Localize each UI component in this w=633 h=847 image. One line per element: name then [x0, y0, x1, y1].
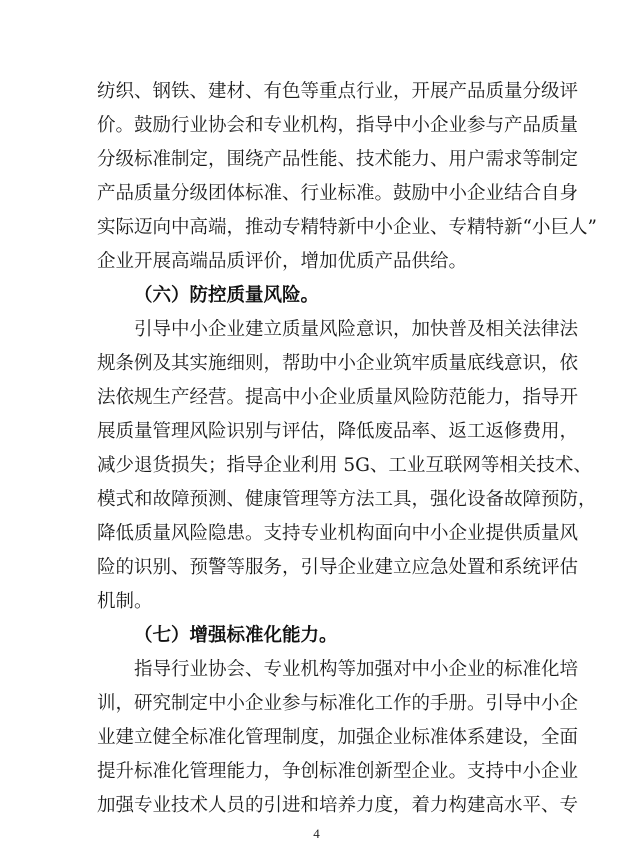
paragraph-line: 规条例及其实施细则，帮助中小企业筑牢质量底线意识，依 [97, 353, 579, 374]
section-heading-6: （六）防控质量风险。 [134, 285, 320, 306]
paragraph-line: 价。鼓励行业协会和专业机构，指导中小企业参与产品质量 [97, 115, 579, 136]
paragraph-line: 纺织、钢铁、建材、有色等重点行业，开展产品质量分级评 [97, 81, 579, 102]
paragraph-line: 提升标准化管理能力，争创标准创新型企业。支持中小企业 [97, 761, 579, 782]
paragraph-line: 模式和故障预测、健康管理等方法工具，强化设备故障预防， [97, 489, 597, 510]
paragraph-line: 产品质量分级团体标准、行业标准。鼓励中小企业结合自身 [97, 183, 579, 204]
paragraph-line: 险的识别、预警等服务，引导企业建立应急处置和系统评估 [97, 557, 579, 578]
paragraph-line: 展质量管理风险识别与评估，降低废品率、返工返修费用， [97, 421, 579, 442]
page-number: 4 [313, 826, 320, 841]
paragraph-line: 机制。 [97, 591, 153, 612]
paragraph-line: 指导行业协会、专业机构等加强对中小企业的标准化培 [134, 659, 579, 680]
paragraph-line: 加强专业技术人员的引进和培养力度，着力构建高水平、专 [97, 795, 579, 816]
paragraph-line: 法依规生产经营。提高中小企业质量风险防范能力，指导开 [97, 387, 579, 408]
paragraph-line: 引导中小企业建立质量风险意识，加快普及相关法律法 [134, 319, 579, 340]
paragraph-line: 实际迈向中高端，推动专精特新中小企业、专精特新“小巨人” [97, 217, 597, 238]
section-heading-7: （七）增强标准化能力。 [134, 625, 338, 646]
paragraph-line: 减少退货损失；指导企业利用 5G、工业互联网等相关技术、 [97, 455, 592, 476]
paragraph-line: 降低质量风险隐患。支持专业机构面向中小企业提供质量风 [97, 523, 579, 544]
paragraph-line: 训，研究制定中小企业参与标准化工作的手册。引导中小企 [97, 693, 579, 714]
paragraph-line: 企业开展高端品质评价，增加优质产品供给。 [97, 251, 468, 272]
paragraph-line: 业建立健全标准化管理制度，加强企业标准体系建设，全面 [97, 727, 579, 748]
paragraph-line: 分级标准制定，围绕产品性能、技术能力、用户需求等制定 [97, 149, 579, 170]
